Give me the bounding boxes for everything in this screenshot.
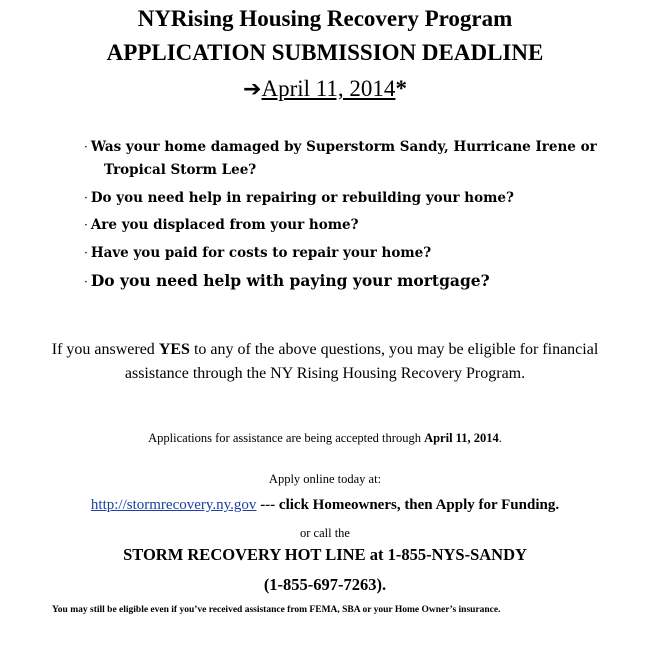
asterisk: * (395, 76, 407, 101)
deadline-heading: APPLICATION SUBMISSION DEADLINE (106, 40, 544, 65)
question-text: Do you need help with paying your mortgage? (90, 271, 490, 290)
question-text: Do you need help in repairing or rebuilding your home? (90, 190, 514, 206)
eligibility-footnote: You may still be eligible even if you’ve received assistance from FEMA, SBA or your Home Owner’s insurance. (52, 605, 501, 615)
question-storm-damage (84, 136, 597, 158)
eligibility-prefix: If you answered (51, 341, 159, 358)
arrow-right-icon: ➔ (243, 77, 262, 102)
deadline-date-line (0, 74, 650, 105)
eligibility-paragraph (40, 338, 610, 386)
eligibility-suffix: to any of the above questions, you may be eligible for financial assistance through the NY Rising Housing Recovery Program. (124, 341, 599, 382)
yes-emphasis: YES (158, 341, 190, 358)
question-text: Have you paid for costs to repair your home? (90, 245, 432, 261)
accepted-text: Applications for assistance are being accepted through (148, 431, 425, 445)
bullet-icon: · (84, 191, 88, 205)
bullet-icon: · (84, 275, 88, 289)
question-repair-help (84, 187, 514, 209)
hotline-number: STORM RECOVERY HOT LINE at 1-855-NYS-SANDY (123, 545, 527, 564)
accepted-date: April 11, 2014 (424, 431, 499, 445)
applications-accepted-line (0, 429, 650, 447)
apply-instructions: --- click Homeowners, then Apply for Funding. (256, 497, 560, 513)
question-paid-costs (84, 242, 431, 264)
apply-online-label: Apply online today at: (268, 472, 382, 486)
program-title: NYRising Housing Recovery Program (137, 6, 513, 31)
question-displaced (84, 214, 359, 236)
hotline-numeric-phone: (1-855-697-7263). (263, 575, 387, 594)
bullet-icon: · (84, 218, 88, 232)
question-storm-damage-cont: Tropical Storm Lee? (104, 162, 257, 178)
question-text: Are you displaced from your home? (90, 217, 359, 233)
storm-recovery-link[interactable]: http://stormrecovery.ny.gov (90, 497, 257, 513)
accepted-period: . (498, 431, 502, 445)
bullet-icon: · (84, 140, 88, 154)
apply-url-line (0, 494, 650, 516)
deadline-date: April 11, 2014 (261, 76, 396, 101)
or-call-label: or call the (300, 526, 350, 540)
question-mortgage-help (84, 270, 490, 293)
bullet-icon: · (84, 246, 88, 260)
question-text: Was your home damaged by Superstorm Sandy, Hurricane Irene or (90, 139, 597, 155)
